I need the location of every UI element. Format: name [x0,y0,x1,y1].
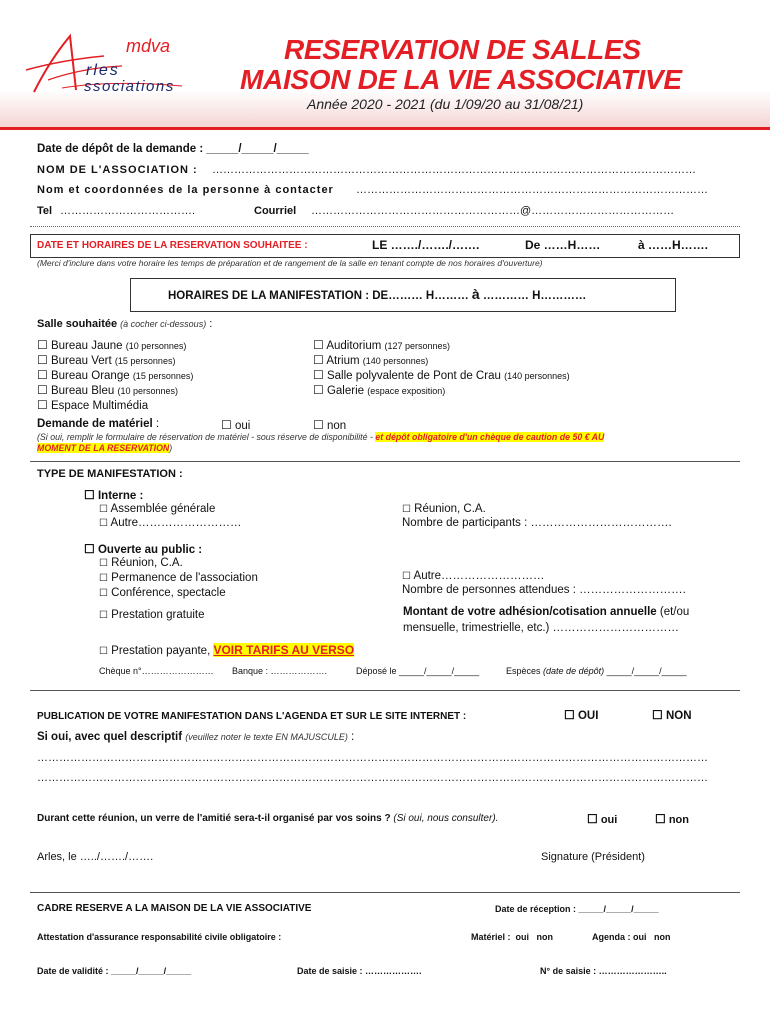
salle-name: Bureau Vert [50,355,112,367]
reservation-end[interactable]: à ……H……. [638,238,709,252]
verre-non[interactable] [655,812,689,826]
prestation-payante[interactable] [99,643,354,657]
materiel-colon: : [155,418,160,430]
especes-field[interactable] [506,666,687,676]
verre-oui-label: oui [600,814,618,826]
nom-association-label: NOM DE L'ASSOCIATION : [37,164,198,176]
salle-option-bureau-jaune[interactable] [37,338,193,353]
descriptif-row [37,731,354,743]
page-title-line1: RESERVATION DE SALLES [284,34,641,65]
materiel-note-highlight-2: MOMENT DE LA RESERVATION [37,443,170,453]
interne-item-label: Assemblée générale [110,503,216,515]
descriptif-line2[interactable]: ………………………………………………………………………………………………………………………………………………………………… [37,772,708,784]
logo-rles: rles [86,62,120,79]
materiel-note-text: (Si oui, remplir le formulaire de réservation de matériel - sous réserve de disponibilité - [37,432,373,442]
salle-option-galerie[interactable] [313,383,570,398]
materiel-note-line2 [37,443,172,453]
signature-label: Signature (Président) [541,851,645,863]
interne-item-autre[interactable] [99,517,242,529]
checkbox-icon[interactable]: ☐ [99,504,108,515]
horaires-end: ………… H………… [482,290,587,302]
checkbox-icon[interactable]: ☐ [313,353,324,367]
depose-field[interactable]: Déposé le _____/_____/_____ [356,666,480,676]
checkbox-icon[interactable]: ☐ [655,812,666,826]
salle-option-bureau-orange[interactable] [37,368,193,383]
especes-hint: (date de dépôt) [543,666,605,676]
cadre-attestation: Attestation d'assurance responsabilité civile obligatoire : [37,932,282,942]
salle-option-espace-multimedia[interactable] [37,398,193,413]
salle-name: Atrium [326,355,360,367]
cadre-num-saisie: N° de saisie : ………………….. [540,966,667,976]
publication-label: PUBLICATION DE VOTRE MANIFESTATION DANS L'AGENDA ET SUR LE SITE INTERNET : [37,711,467,722]
interne-item-ag[interactable] [99,503,215,515]
courriel-field[interactable]: …………………………………………………@………………………………… [311,205,675,217]
salle-option-bureau-vert[interactable] [37,353,193,368]
descriptif-colon: : [351,731,355,743]
tel-field[interactable]: ………………………………. [60,205,196,217]
salle-capacity: (10 personnes) [125,341,187,351]
cadre-materiel: Matériel : oui non [471,932,554,942]
public-item-conference[interactable] [99,586,258,601]
tarifs-verso-link[interactable]: VOIR TARIFS AU VERSO [213,643,355,657]
verre-oui[interactable] [587,812,617,826]
divider [30,690,740,691]
checkbox-icon[interactable]: ☐ [84,488,95,502]
descriptif-hint: (veuillez noter le texte EN MAJUSCULE) [185,732,348,742]
checkbox-icon[interactable]: ☐ [313,383,324,397]
salle-colon: : [209,318,213,330]
checkbox-icon[interactable]: ☐ [402,504,411,515]
logo [22,30,202,100]
cheque-field[interactable]: Chèque n°…………………… [99,666,214,676]
montant-line1 [403,606,689,618]
publication-oui-label: OUI [577,710,599,722]
checkbox-icon[interactable]: ☐ [313,418,324,432]
reservation-note: (Merci d'inclure dans votre horaire les temps de préparation et de rangement de la salle en tenant compte de nos horaires d'ouverture) [37,258,543,268]
interne-participants[interactable]: Nombre de participants : ………………………………. [402,517,672,529]
salle-name: Galerie [326,385,365,397]
publication-oui[interactable] [564,708,598,722]
horaires-a: à [471,286,480,302]
checkbox-icon[interactable]: ☐ [37,368,48,382]
interne-item-label: Autre……………………… [110,517,242,529]
page-title-line2: MAISON DE LA VIE ASSOCIATIVE [240,64,682,95]
materiel-non-label: non [326,420,347,432]
header-red-line [0,127,770,130]
materiel-oui[interactable] [221,418,250,432]
cadre-saisie: Date de saisie : ………………. [297,966,422,976]
divider [30,226,740,227]
checkbox-icon[interactable]: ☐ [587,812,598,826]
banque-field[interactable]: Banque : ………………. [232,666,328,676]
checkbox-icon[interactable]: ☐ [99,610,108,621]
especes-date: _____/_____/_____ [606,666,687,676]
prestation-gratuite-label: Prestation gratuite [111,609,205,621]
verre-non-label: non [668,814,689,826]
salle-capacity: (140 personnes) [362,356,429,366]
prestation-gratuite[interactable] [99,609,205,621]
materiel-note-end: ) [169,443,173,453]
cadre-reception: Date de réception : _____/_____/_____ [495,904,659,914]
reservation-start[interactable]: De ……H…… [525,238,601,252]
checkbox-icon[interactable]: ☐ [37,398,48,412]
cadre-validite: Date de validité : _____/_____/_____ [37,966,192,976]
salle-name: Espace Multimédia [50,400,149,412]
checkbox-icon[interactable]: ☐ [37,383,48,397]
checkbox-icon[interactable]: ☐ [99,646,108,657]
checkbox-icon[interactable]: ☐ [84,542,95,556]
public-autre-label: Autre……………………… [413,570,545,582]
descriptif-label: Si oui, avec quel descriptif [37,731,183,743]
salle-right-list [313,338,570,398]
salle-capacity: (10 personnes) [117,386,179,396]
verre-row [37,813,498,824]
salle-name: Bureau Bleu [50,385,115,397]
horaires-label[interactable] [168,286,586,302]
checkbox-icon[interactable]: ☐ [99,518,108,529]
cadre-agenda: Agenda : oui non [592,932,671,942]
montant-line2[interactable]: mensuelle, trimestrielle, etc.) …………………………… [403,622,680,634]
salle-capacity: (espace exposition) [367,386,446,396]
public-item-label: Permanence de l'association [111,572,258,584]
cadre-label: CADRE RESERVE A LA MAISON DE LA VIE ASSOCIATIVE [37,903,312,914]
montant-label: Montant de votre adhésion/cotisation annuelle [403,606,657,618]
public-items [99,556,258,601]
salle-capacity: (140 personnes) [504,371,570,381]
salle-name: Bureau Jaune [50,340,123,352]
logo-associations: ssociations [84,78,175,95]
prestation-payante-label: Prestation payante, [111,645,211,657]
horaires-start: HORAIRES DE LA MANIFESTATION : DE……… H……… [168,290,469,302]
checkbox-icon[interactable]: ☐ [99,558,108,569]
divider [30,461,740,462]
checkbox-icon[interactable]: ☐ [99,573,108,584]
salle-label-text: Salle souhaitée [37,318,118,330]
salle-name: Salle polyvalente de Pont de Crau [326,370,501,382]
checkbox-icon[interactable]: ☐ [313,338,324,352]
salle-capacity: (127 personnes) [384,341,451,351]
public-attendees[interactable]: Nombre de personnes attendues : ………………………. [402,584,686,596]
interne-label: Interne : [97,490,144,502]
nom-association-field[interactable]: …………………………………………………………………………………………………………………… [212,164,696,176]
salle-name: Auditorium [326,340,382,352]
checkbox-icon[interactable]: ☐ [37,353,48,367]
courriel-label: Courriel [254,205,297,217]
salle-option-atrium[interactable] [313,353,570,368]
materiel-row [37,418,159,430]
arles-date[interactable]: Arles, le …../……./……. [37,851,154,863]
interne-reunion-label: Réunion, C.A. [414,503,486,515]
date-depot[interactable]: Date de dépôt de la demande : _____/_____/_____ [37,143,309,155]
contact-label: Nom et coordonnées de la personne à contacter [37,184,334,196]
logo-mdva: mdva [126,36,171,56]
public-item-label: Conférence, spectacle [111,587,226,599]
materiel-non[interactable] [313,418,346,432]
payment-row [99,666,214,676]
salle-name: Bureau Orange [50,370,130,382]
salle-label [37,318,212,330]
salle-left-list [37,338,193,413]
publication-non[interactable] [652,708,692,722]
public-label: Ouverte au public : [97,544,203,556]
reservation-date[interactable]: LE ……./……./……. [372,238,480,252]
verre-label: Durant cette réunion, un verre de l'amitié sera-t-il organisé par vos soins ? [37,813,391,824]
public-item-permanence[interactable] [99,571,258,586]
salle-capacity: (15 personnes) [132,371,194,381]
page-subtitle: Année 2020 - 2021 (du 1/09/20 au 31/08/21) [307,96,584,112]
materiel-oui-label: oui [234,420,251,432]
montant-rest: (et/ou [659,606,690,618]
public-option[interactable] [84,542,202,556]
public-item-reunion[interactable] [99,556,258,571]
checkbox-icon[interactable]: ☐ [402,571,411,582]
checkbox-icon[interactable]: ☐ [564,708,575,722]
interne-option[interactable] [84,488,143,502]
type-label: TYPE DE MANIFESTATION : [37,468,183,480]
public-autre[interactable] [402,570,545,582]
materiel-label: Demande de matériel [37,418,153,430]
tel-label: Tel [37,205,53,217]
interne-reunion[interactable] [402,503,486,515]
checkbox-icon[interactable]: ☐ [221,418,232,432]
salle-option-pont-de-crau[interactable] [313,368,570,383]
public-item-label: Réunion, C.A. [111,557,183,569]
checkbox-icon[interactable]: ☐ [37,338,48,352]
salle-capacity: (15 personnes) [114,356,176,366]
divider [30,892,740,893]
checkbox-icon[interactable]: ☐ [652,708,663,722]
checkbox-icon[interactable]: ☐ [99,588,108,599]
checkbox-icon[interactable]: ☐ [313,368,324,382]
materiel-note [37,432,604,442]
salle-option-bureau-bleu[interactable] [37,383,193,398]
reservation-label: DATE ET HORAIRES DE LA RESERVATION SOUHAITEE : [37,240,308,251]
salle-option-auditorium[interactable] [313,338,570,353]
salle-hint: (à cocher ci-dessous) [120,319,207,329]
materiel-note-highlight: et dépôt obligatoire d'un chèque de caution de 50 € AU [375,432,605,442]
descriptif-line1[interactable]: ………………………………………………………………………………………………………………………………………………………………… [37,752,708,764]
verre-hint: (Si oui, nous consulter). [393,813,499,824]
publication-non-label: NON [665,710,692,722]
especes-label: Espèces [506,666,541,676]
contact-field[interactable]: …………………………………………………………………………………… [356,184,708,196]
